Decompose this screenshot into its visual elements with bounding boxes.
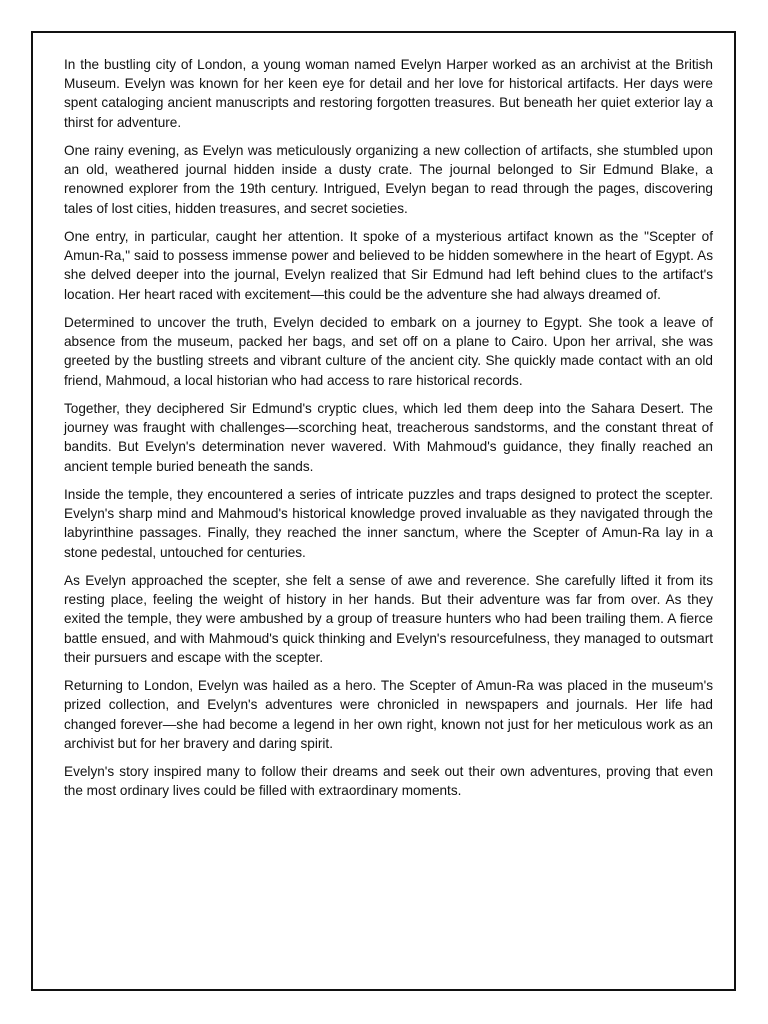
paragraph-4: Determined to uncover the truth, Evelyn decided to embark on a journey to Egypt. She took a leave of absence from the museum, packed her bags, and set off on a plane to Cairo. Upon her arrival, she was greeted by the bustling streets and vibrant culture of the ancient city. She quickly made contact with an old friend, Mahmoud, a local historian who had access to rare historical records. <box>64 315 713 388</box>
paragraph-7: As Evelyn approached the scepter, she felt a sense of awe and reverence. She carefully lifted it from its resting place, feeling the weight of history in her hands. But their adventure was far from over. As they exited the temple, they were ambushed by a group of treasure hunters who had been trailing them. A fierce battle ensued, and with Mahmoud's quick thinking and Evelyn's resourcefulness, they managed to outsmart their pursuers and escape with the scepter. <box>64 573 713 665</box>
paragraph-9: Evelyn's story inspired many to follow their dreams and seek out their own adventures, proving that even the most ordinary lives could be filled with extraordinary moments. <box>64 764 713 799</box>
paragraph-6: Inside the temple, they encountered a series of intricate puzzles and traps designed to protect the scepter. Evelyn's sharp mind and Mahmoud's historical knowledge proved invaluable as they navigated through the labyrinthine passages. Finally, they reached the inner sanctum, where the Scepter of Amun-Ra lay in a stone pedestal, untouched for centuries. <box>64 487 713 560</box>
document-body <box>64 55 713 810</box>
paragraph-1: In the bustling city of London, a young woman named Evelyn Harper worked as an archivist at the British Museum. Evelyn was known for her keen eye for detail and her love for historical artifacts. Her days were spent cataloging ancient manuscripts and restoring forgotten treasures. But beneath her quiet exterior lay a thirst for adventure. <box>64 57 713 130</box>
paragraph-2: One rainy evening, as Evelyn was meticulously organizing a new collection of artifacts, she stumbled upon an old, weathered journal hidden inside a dusty crate. The journal belonged to Sir Edmund Blake, a renowned explorer from the 19th century. Intrigued, Evelyn began to read through the pages, discovering tales of lost cities, hidden treasures, and secret societies. <box>64 143 713 216</box>
document-page <box>31 31 736 991</box>
paragraph-5: Together, they deciphered Sir Edmund's cryptic clues, which led them deep into the Sahara Desert. The journey was fraught with challenges—scorching heat, treacherous sandstorms, and the constant threat of bandits. But Evelyn's determination never wavered. With Mahmoud's guidance, they finally reached an ancient temple buried beneath the sands. <box>64 401 713 474</box>
paragraph-8: Returning to London, Evelyn was hailed as a hero. The Scepter of Amun-Ra was placed in the museum's prized collection, and Evelyn's adventures were chronicled in newspapers and journals. Her life had changed forever—she had become a legend in her own right, known not just for her meticulous work as an archivist but for her bravery and daring spirit. <box>64 678 713 751</box>
paragraph-3: One entry, in particular, caught her attention. It spoke of a mysterious artifact known as the "Scepter of Amun-Ra," said to possess immense power and believed to be hidden somewhere in the heart of Egypt. As she delved deeper into the journal, Evelyn realized that Sir Edmund had left behind clues to the artifact's location. Her heart raced with excitement—this could be the adventure she had always dreamed of. <box>64 229 713 302</box>
